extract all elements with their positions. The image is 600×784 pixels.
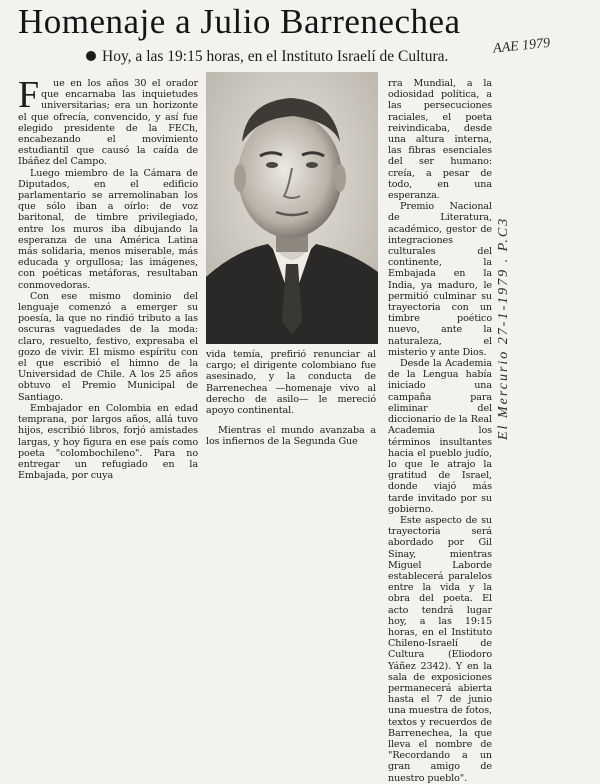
portrait-illustration xyxy=(206,72,378,344)
paragraph: Mientras el mundo avanzaba a los infiernos de la Segunda Gue xyxy=(206,425,376,448)
paragraph: Premio Nacional de Literatura, académico, gestor de integraciones culturales del continente, la Embajada en la India, ya maduro, le permitió culminar su trayectoria con un timbre poético nuevo, ante la naturaleza, el misterio y ante Dios. xyxy=(388,201,492,358)
paragraph: vida temía, prefirió renunciar al cargo; el dirigente colombiano fue asesinado, y la conducta de Barrenechea —homenaje vivo al derecho de asilo— le mereció apoyo continental. xyxy=(206,349,376,417)
paragraph: Luego miembro de la Cámara de Diputados, en el edificio parlamentario se arremolinaban los que sólo iban a oírlo: de voz baritonal, de timbre privilegiado, entre los muros iba dibujando la esperanza de una América Latina más solidaria, menos miserable, más educada y orgullosa; las imágenes, con poéticas metáforas, resultaban conmovedoras. xyxy=(18,167,198,291)
paragraph: rra Mundial, a la odiosidad política, a las persecuciones raciales, el poeta reivindicaba, desde una altura interna, las fibras esenciales del ser humano: creía, a pesar de todo, en una esperanza. xyxy=(388,78,492,202)
paragraph: F ue en los años 30 el orador que encarnaba las inquietudes universitarias; era un horizonte el que ofrecía, convencido, y así fue elegido presidente de la FECh, encabezando el movimiento estudiantil que causó la caída de Ibáñez del Campo. xyxy=(18,74,198,168)
article-column-3 xyxy=(388,78,492,784)
paragraph: Embajador en Colombia en edad temprana, por largos años, allá tuvo hijos, escribió libros, forjó amistades largas, y hoy figura en ese país como poeta "colombochileno". Para no entregar un refugiado en la Embajada, por cuya xyxy=(18,402,198,482)
drop-cap: F xyxy=(18,74,40,116)
handwritten-margin-note: El Mercurio 27-1-1979 . P.C3 xyxy=(496,216,511,440)
article-subtitle: Hoy, a las 19:15 horas, en el Instituto Israelí de Cultura. xyxy=(102,48,449,65)
paragraph: Este aspecto de su trayectoria será abordado por Gil Sinay, mientras Miguel Laborde establecerá paralelos entre la vida y la obra del poeta. El acto tendrá lugar hoy, a las 19:15 horas, en el Instituto Chileno-Israelí de Cultura (Eliodoro Yáñez 2342). Y en la sala de exposiciones permanecerá abierta hasta el 7 de junio una muestra de fotos, textos y recuerdos de Barrenechea, la que lleva el nombre de "Recordando a un gran amigo de nuestro pueblo". xyxy=(388,514,492,784)
paragraph: Desde la Academia de la Lengua había iniciado una campaña para eliminar del diccionario de la Real Academia los términos insultantes hacia el pueblo judío, lo que le atrajo la gratitud de Israel, donde viajó más tarde invitado por su gobierno. xyxy=(388,358,492,515)
portrait-photo xyxy=(206,72,378,344)
article-column-2 xyxy=(206,349,376,446)
article-column-1 xyxy=(18,74,198,482)
bullet-icon xyxy=(86,51,96,61)
article-title: Homenaje a Julio Barrenechea xyxy=(18,2,461,41)
handwritten-date: AAE 1979 xyxy=(492,35,551,57)
paragraph: Con ese mismo dominio del lenguaje comenzó a emerger su poesía, la que no rindió tributo a las oscuras vaguedades de la moda: claro, resuelto, festivo, expresaba el gozo de vivir. El mismo espíritu con el que escribió el himno de la Universidad de Chile. A los 25 años obtuvo el Premio Municipal de Santiago. xyxy=(18,290,198,403)
subtitle-row xyxy=(86,47,486,67)
